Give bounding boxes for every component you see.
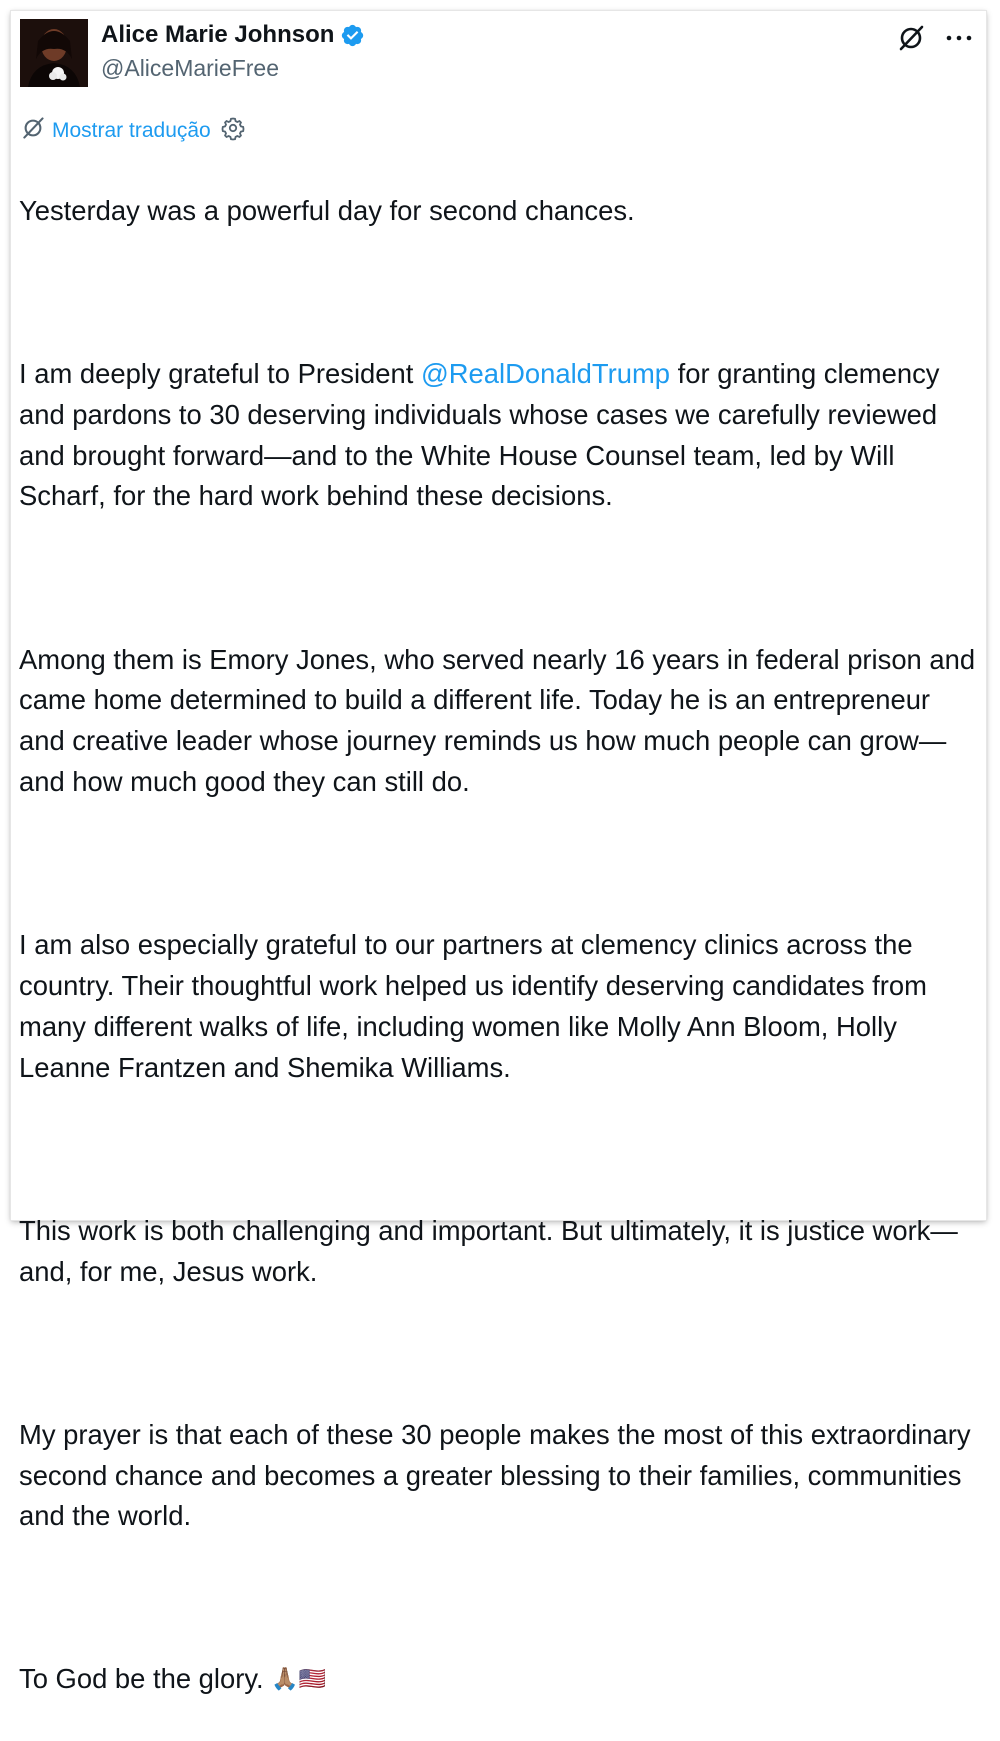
tweet-actions: [894, 21, 976, 55]
tweet-paragraph-2-end: for granting clemency and pardons to 30 deserving individuals whose cases we carefully reviewed and brought forward—and to the White House Counsel team, led by Will Scharf, for the hard work behind these decisions.: [19, 357, 940, 512]
tweet-paragraph-5: This work is both challenging and important. But ultimately, it is justice work—and, for me, Jesus work.: [19, 1214, 958, 1287]
tweet-paragraph-7: [19, 1659, 981, 1700]
show-translation-label[interactable]: Mostrar tradução: [52, 119, 211, 142]
tweet-paragraph-4: I am also especially grateful to our partners at clemency clinics across the country. Their thoughtful work helped us identify deserving candidates from many different walks of life, including women like Molly Ann Bloom, Holly Leanne Frantzen and Shemika Williams.: [19, 929, 927, 1083]
tweet-paragraph-2-start: I am deeply grateful to President: [19, 357, 421, 389]
author-handle[interactable]: @AliceMarieFree: [101, 55, 280, 81]
tweet-paragraph-1: Yesterday was a powerful day for second chances.: [19, 194, 635, 226]
tweet-paragraph-3: Among them is Emory Jones, who served nearly 16 years in federal prison and came home determined to build a different life. Today he is an entrepreneur and creative leader whose journey reminds us how much people can grow—and how much good they can still do.: [19, 643, 976, 797]
avatar[interactable]: [20, 19, 88, 87]
gear-icon[interactable]: [221, 116, 245, 146]
avatar-image: [20, 19, 88, 87]
tweet-paragraph-6: My prayer is that each of these 30 people makes the most of this extraordinary second chance and becomes a greater blessing to their families, communities and the world.: [19, 1418, 971, 1532]
show-translation-button[interactable]: [20, 117, 245, 145]
prayer-flag-emoji: 🙏🏽🇺🇸: [271, 1666, 327, 1692]
verified-badge-icon: [340, 23, 365, 48]
grok-icon[interactable]: [894, 21, 928, 55]
more-icon[interactable]: [942, 21, 976, 55]
tweet-text: [19, 150, 981, 1741]
grok-translate-icon: [20, 115, 46, 147]
display-name[interactable]: Alice Marie Johnson: [101, 21, 335, 48]
author-name-row[interactable]: [101, 20, 365, 50]
closing-text: To God be the glory.: [19, 1663, 272, 1695]
tweet-card: [11, 11, 986, 1695]
tweet-paragraph-2: [19, 354, 981, 517]
mention-link[interactable]: @RealDonaldTrump: [420, 357, 671, 389]
